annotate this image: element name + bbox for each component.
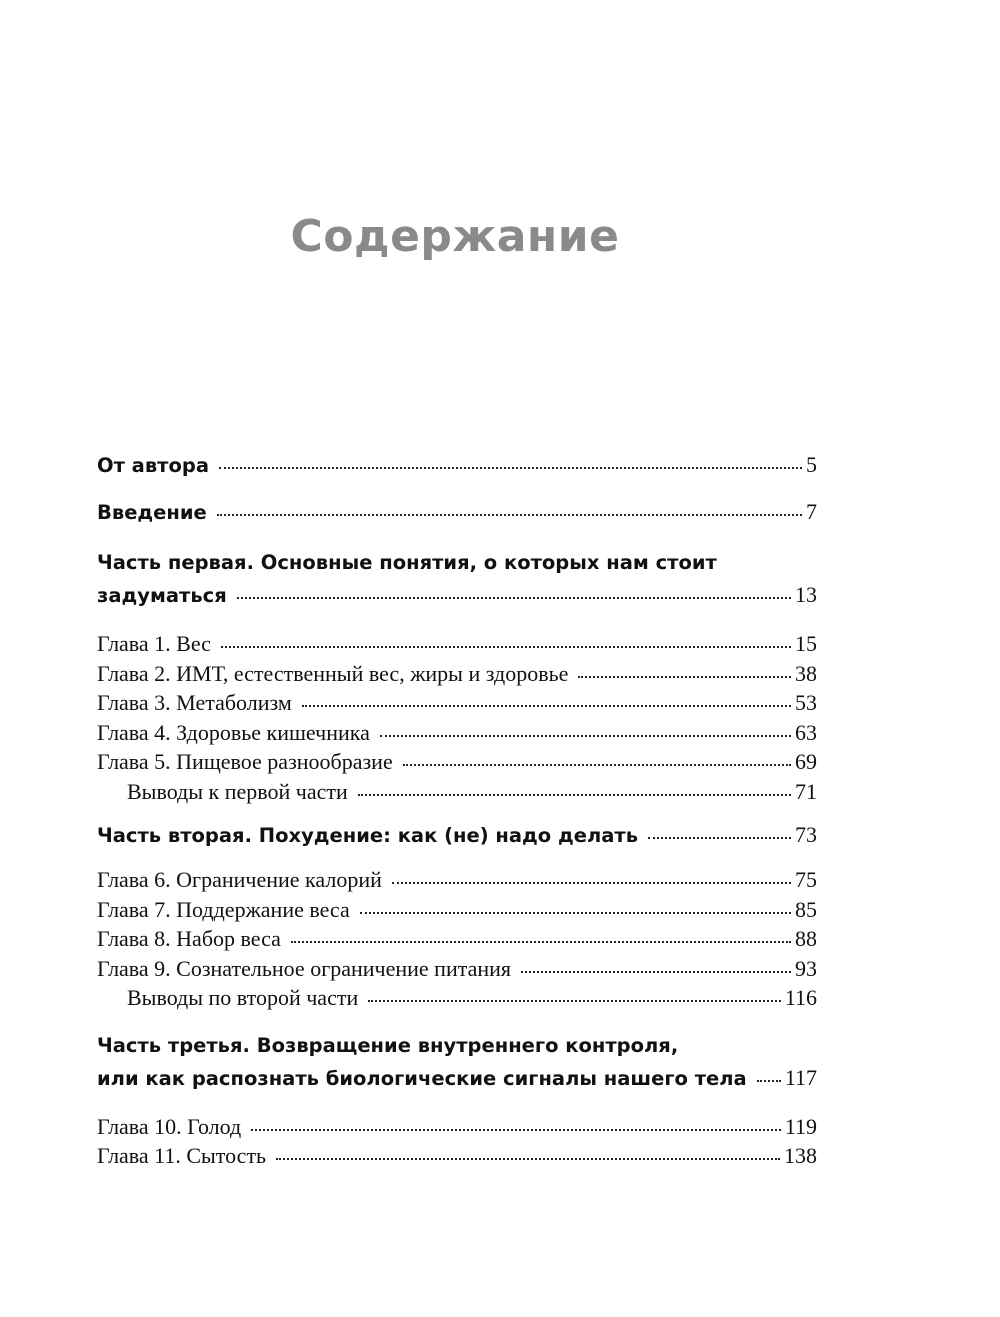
toc-chapter-4[interactable] <box>97 718 817 748</box>
dot-leader <box>302 705 791 707</box>
toc-entry-label: Введение <box>97 501 207 524</box>
toc-part-title-line2: задуматься <box>97 584 227 607</box>
toc-entry-label: Глава 4. Здоровье кишечника <box>97 719 370 745</box>
toc-page-number: 71 <box>795 778 817 804</box>
dot-leader <box>360 912 791 914</box>
toc-page-number: 53 <box>795 690 817 715</box>
toc-entry-label: Глава 7. Поддержание веса <box>97 896 350 922</box>
toc-part-title-line1: Часть третья. Возвращение внутреннего контроля, <box>97 1033 679 1057</box>
toc-conclusion-part-2[interactable] <box>97 983 817 1013</box>
toc-chapter-5[interactable] <box>97 747 817 777</box>
toc-entry-label: Глава 2. ИМТ, естественный вес, жиры и здоровье <box>97 660 569 686</box>
table-of-contents <box>97 448 817 1171</box>
toc-entry-label: Глава 3. Метаболизм <box>97 690 292 715</box>
toc-entry-label: Глава 8. Набор веса <box>97 926 281 951</box>
dot-leader <box>358 794 791 796</box>
toc-page-number: 15 <box>795 631 817 656</box>
toc-part-title-line1: Часть первая. Основные понятия, о которых нам стоит <box>97 551 717 574</box>
toc-page-number: 88 <box>795 926 817 951</box>
toc-page-number: 13 <box>795 582 817 607</box>
toc-chapter-8[interactable] <box>97 924 817 954</box>
toc-page-number: 69 <box>795 749 817 774</box>
toc-chapter-6[interactable] <box>97 865 817 895</box>
toc-conclusion-part-1[interactable] <box>97 777 817 807</box>
toc-page-number: 93 <box>795 955 817 981</box>
toc-part-title: Часть вторая. Похудение: как (не) надо делать <box>97 824 639 847</box>
toc-entry-label: Выводы к первой части <box>127 778 348 804</box>
dot-leader <box>251 1129 781 1131</box>
dot-leader <box>276 1158 780 1160</box>
dot-leader <box>219 467 802 469</box>
toc-page-number: 7 <box>806 499 817 524</box>
toc-page-number: 85 <box>795 896 817 922</box>
dot-leader <box>380 735 791 737</box>
toc-entry-label: Глава 9. Сознательное ограничение питания <box>97 955 512 981</box>
dot-leader <box>403 764 791 766</box>
toc-entry-label: Глава 11. Сытость <box>97 1143 267 1168</box>
toc-entry-label: Глава 5. Пищевое разнообразие <box>97 749 393 774</box>
toc-page-number: 75 <box>795 867 817 892</box>
toc-entry-author[interactable] <box>97 448 817 483</box>
toc-part-1[interactable] <box>97 548 817 613</box>
toc-page-number: 138 <box>784 1143 817 1168</box>
toc-page-number: 63 <box>795 719 817 745</box>
toc-chapter-9[interactable] <box>97 954 817 984</box>
toc-page-number: 119 <box>784 1113 817 1139</box>
toc-part-title-line2: или как распознать биологические сигналы нашего тела <box>97 1066 747 1090</box>
dot-leader <box>221 646 791 648</box>
toc-chapter-1[interactable] <box>97 629 817 659</box>
dot-leader <box>368 1000 781 1002</box>
dot-leader <box>291 941 791 943</box>
toc-chapter-2[interactable] <box>97 659 817 689</box>
dot-leader <box>648 837 791 839</box>
toc-part-2[interactable] <box>97 818 817 853</box>
toc-entry-label: От автора <box>97 454 209 477</box>
toc-entry-intro[interactable] <box>97 495 817 530</box>
toc-page-number: 116 <box>784 985 817 1010</box>
toc-entry-label: Глава 6. Ограничение калорий <box>97 867 382 892</box>
toc-entry-label: Глава 10. Голод <box>97 1113 242 1139</box>
dot-leader <box>392 882 791 884</box>
toc-entry-label: Выводы по второй части <box>127 985 359 1010</box>
toc-page-number: 38 <box>795 660 817 686</box>
dot-leader <box>217 514 802 516</box>
page-title: Содержание <box>290 211 620 262</box>
toc-chapter-11[interactable] <box>97 1141 817 1171</box>
dot-leader <box>521 971 791 973</box>
toc-chapter-10[interactable] <box>97 1112 817 1142</box>
toc-part-3[interactable] <box>97 1031 817 1096</box>
toc-entry-label: Глава 1. Вес <box>97 631 211 656</box>
dot-leader <box>578 676 791 678</box>
toc-page-number: 117 <box>784 1064 817 1090</box>
toc-page-number: 73 <box>795 822 817 847</box>
toc-chapter-3[interactable] <box>97 688 817 718</box>
dot-leader <box>757 1080 781 1082</box>
dot-leader <box>237 597 791 599</box>
toc-page-number: 5 <box>806 452 817 477</box>
toc-chapter-7[interactable] <box>97 895 817 925</box>
